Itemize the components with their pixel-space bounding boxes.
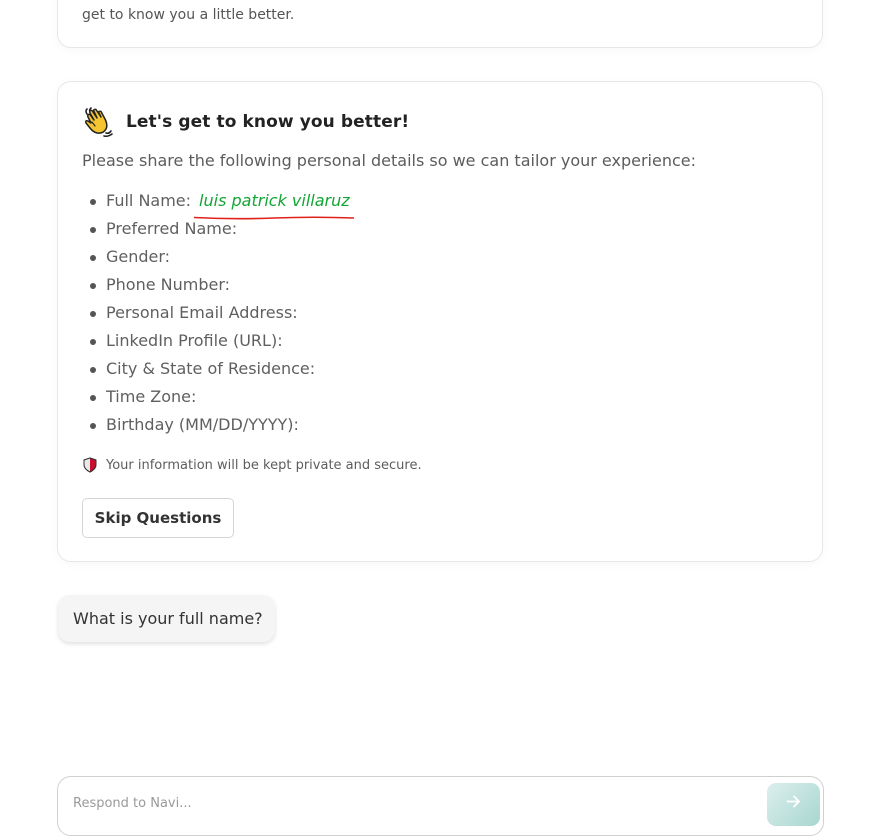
list-item-linkedin [82,327,350,355]
card-description: Please share the following personal details so we can tailor your experience: [82,151,696,170]
field-label: City & State of Residence: [106,359,316,378]
field-label: Birthday (MM/DD/YYYY): [106,415,299,434]
composer [57,776,824,836]
skip-questions-button[interactable]: Skip Questions [82,498,234,538]
list-item-gender [82,243,350,271]
shield-icon [82,457,98,473]
list-item-email [82,299,350,327]
field-label: Personal Email Address: [106,303,298,322]
list-item-city-state [82,355,350,383]
waving-hand-icon [82,106,114,138]
card-title: Let's get to know you better! [126,112,410,132]
field-label: LinkedIn Profile (URL): [106,331,283,350]
previous-message-card [57,0,823,48]
full-name-answer [199,187,350,215]
field-label: Gender: [106,247,171,266]
field-label: Phone Number: [106,275,231,294]
list-item-preferred-name [82,215,350,243]
arrow-right-icon [786,794,801,809]
field-label: Full Name: [106,191,192,210]
respond-input[interactable] [73,791,753,815]
field-label: Time Zone: [106,387,197,406]
list-item-full-name [82,187,350,215]
send-button[interactable] [767,783,820,826]
privacy-text: Your information will be kept private and secure. [106,457,422,473]
intro-text: get to know you a little better. [82,7,295,23]
card-header [82,106,409,138]
detail-list [82,187,350,439]
field-label: Preferred Name: [106,219,238,238]
bot-message: What is your full name? [58,595,275,642]
list-item-phone [82,271,350,299]
list-item-time-zone [82,383,350,411]
privacy-note [82,457,422,473]
list-item-birthday [82,411,350,439]
personal-details-card [57,81,823,562]
answer-text: luis patrick villaruz [199,191,350,210]
